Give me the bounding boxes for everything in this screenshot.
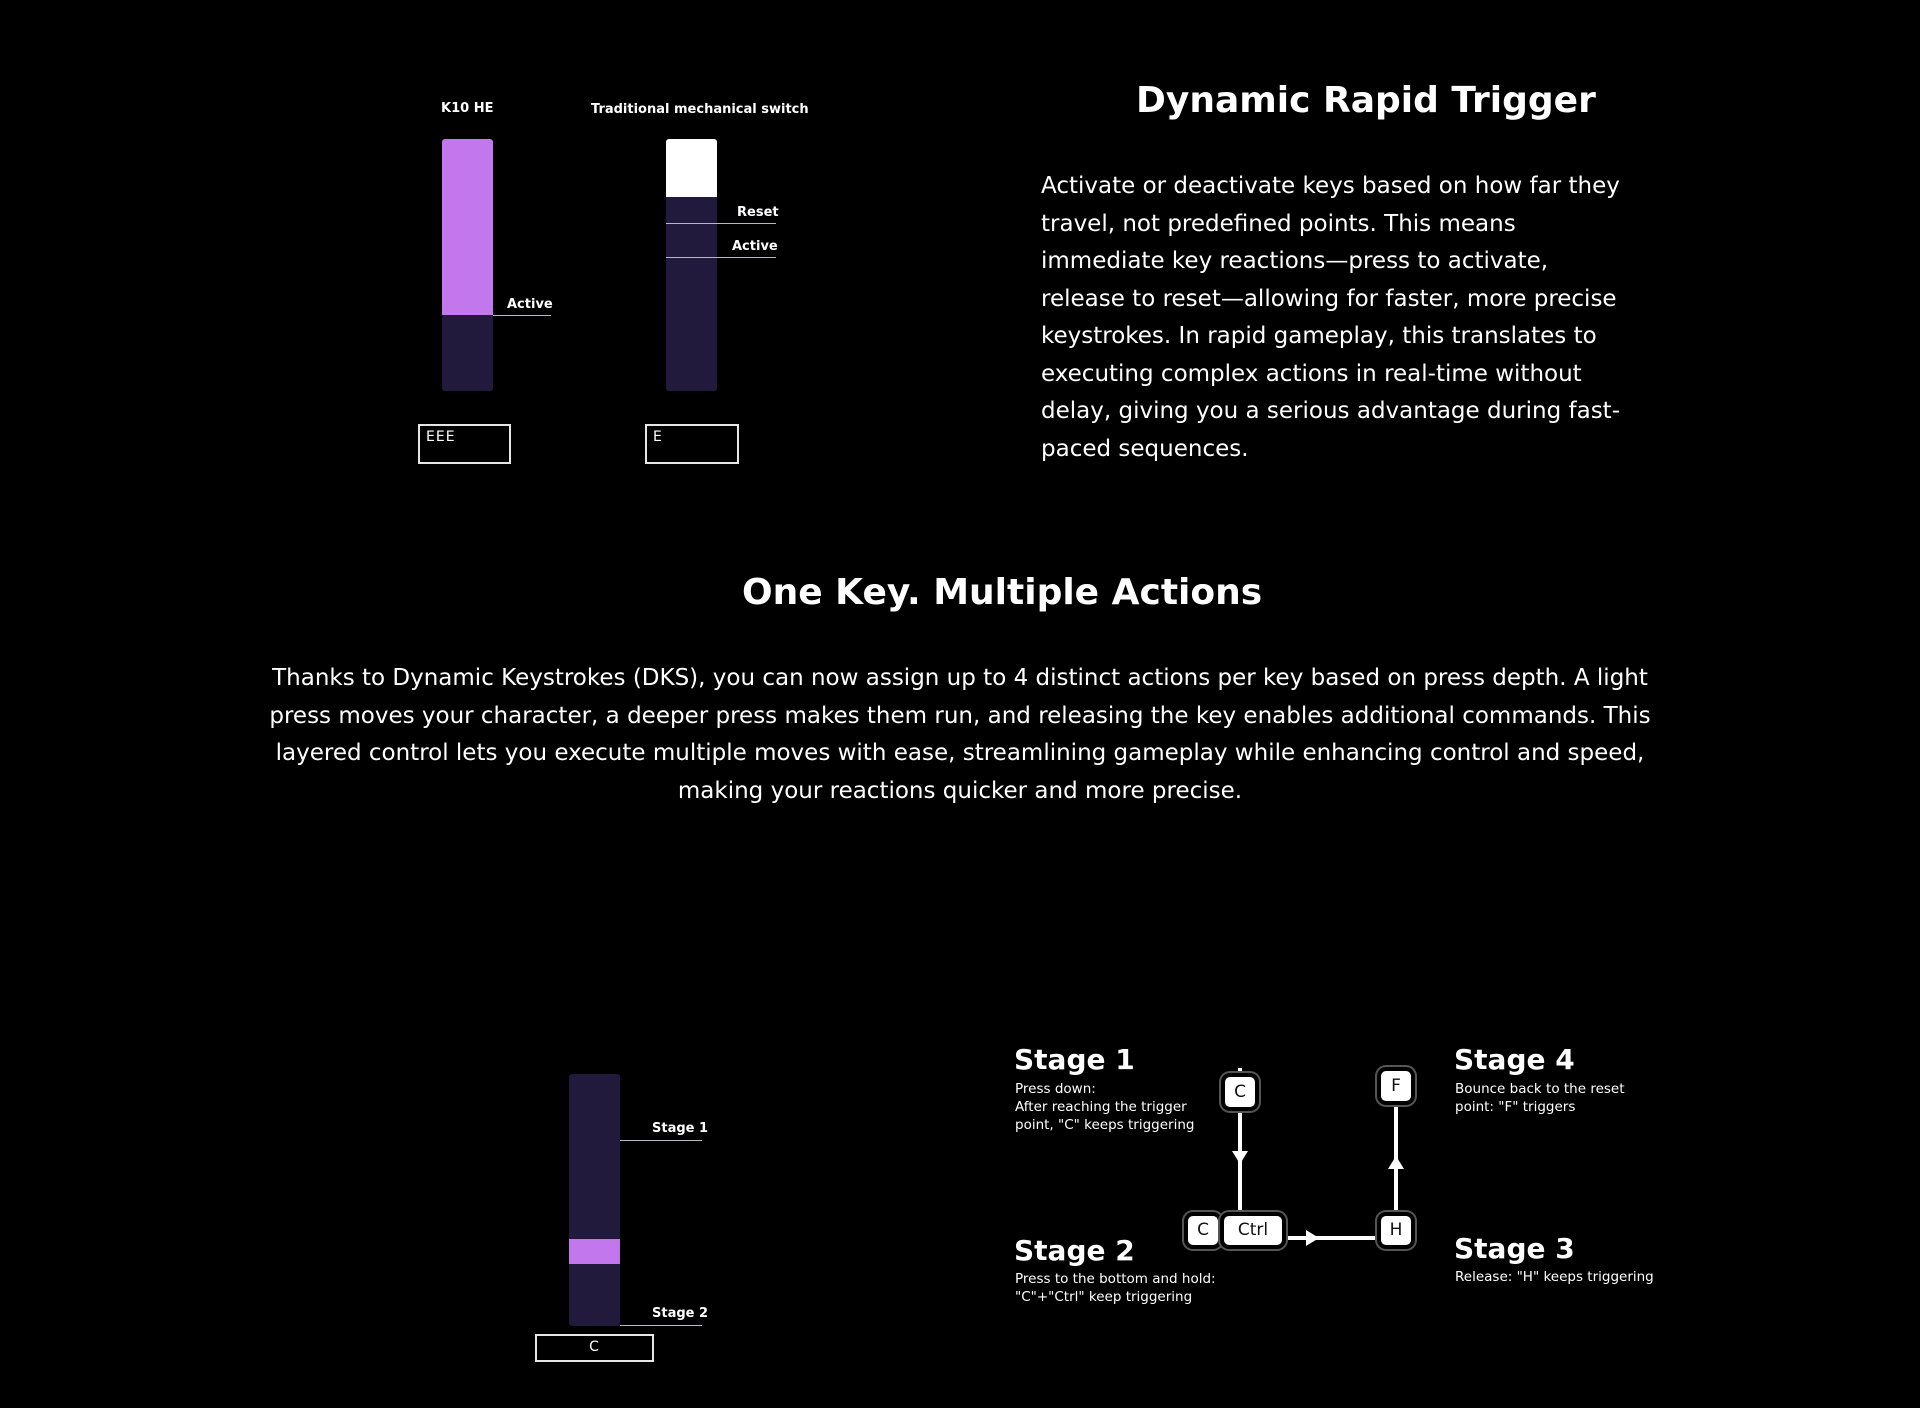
stage3-desc: Release: "H" keeps triggering	[1455, 1269, 1654, 1285]
arrow-up-icon	[1388, 1156, 1404, 1169]
key-ctrl-stage2: Ctrl	[1224, 1216, 1282, 1245]
arrow-right-icon	[1306, 1230, 1319, 1246]
key-h-stage3: H	[1381, 1216, 1411, 1245]
dks-output-text: C	[589, 1339, 600, 1355]
key-c-stage1: C	[1225, 1077, 1255, 1107]
rapid-trigger-title: Dynamic Rapid Trigger	[1136, 80, 1596, 121]
stage1-desc: Press down: After reaching the trigger point, "C" keeps triggering	[1015, 1081, 1195, 1133]
arrow-down-icon	[1232, 1151, 1248, 1164]
k10-output-box	[418, 424, 511, 464]
stage4-title: Stage 4	[1454, 1043, 1575, 1076]
traditional-reset-line	[666, 223, 776, 224]
k10-label: K10 HE	[441, 101, 494, 116]
traditional-active-line	[666, 257, 776, 258]
stage2-title: Stage 2	[1014, 1234, 1135, 1267]
dks-stage2-label: Stage 2	[652, 1306, 709, 1321]
dks-travel-track	[569, 1074, 620, 1326]
rapid-trigger-body: Activate or deactivate keys based on how far they travel, not predefined points. This means immediate key reactions—press to activate, release to reset—allowing for faster, more precise keystrokes. In rapid gameplay, this translates to executing complex actions in real-time without delay, giving you a serious advantage during fast-paced sequences.	[1041, 173, 1620, 462]
traditional-fill	[666, 139, 717, 197]
traditional-output-text: E	[653, 429, 663, 445]
traditional-reset-label: Reset	[737, 205, 779, 220]
traditional-label: Traditional mechanical switch	[591, 102, 809, 117]
traditional-active-label: Active	[732, 239, 778, 254]
dks-stage2-line	[620, 1325, 702, 1326]
traditional-travel-track	[666, 139, 717, 391]
key-f-stage4: F	[1381, 1071, 1411, 1101]
dks-stage1-label: Stage 1	[652, 1121, 709, 1136]
k10-active-fill	[442, 139, 493, 315]
k10-output-text: EEE	[426, 429, 456, 445]
k10-active-label: Active	[507, 297, 553, 312]
dks-press-indicator	[569, 1239, 620, 1264]
key-c-stage2: C	[1188, 1216, 1218, 1245]
dks-stage1-line	[620, 1140, 702, 1141]
dks-body: Thanks to Dynamic Keystrokes (DKS), you can now assign up to 4 distinct actions per key based on press depth. A light press moves your character, a deeper press makes them run, and releasing the key enables additional commands. This layered control lets you execute multiple moves with ease, streamlining gameplay while enhancing control and speed, making your reactions quicker and more precise.	[269, 665, 1651, 804]
dks-title: One Key. Multiple Actions	[742, 572, 1263, 613]
stage2-desc: Press to the bottom and hold: "C"+"Ctrl" keep triggering	[1015, 1271, 1216, 1305]
k10-active-line	[493, 315, 551, 316]
k10-travel-track	[442, 139, 493, 391]
stage4-desc: Bounce back to the reset point: "F" triggers	[1455, 1081, 1625, 1115]
stage1-title: Stage 1	[1014, 1043, 1135, 1076]
dks-output-box	[535, 1334, 654, 1362]
stage3-title: Stage 3	[1454, 1232, 1575, 1265]
traditional-output-box	[645, 424, 739, 464]
